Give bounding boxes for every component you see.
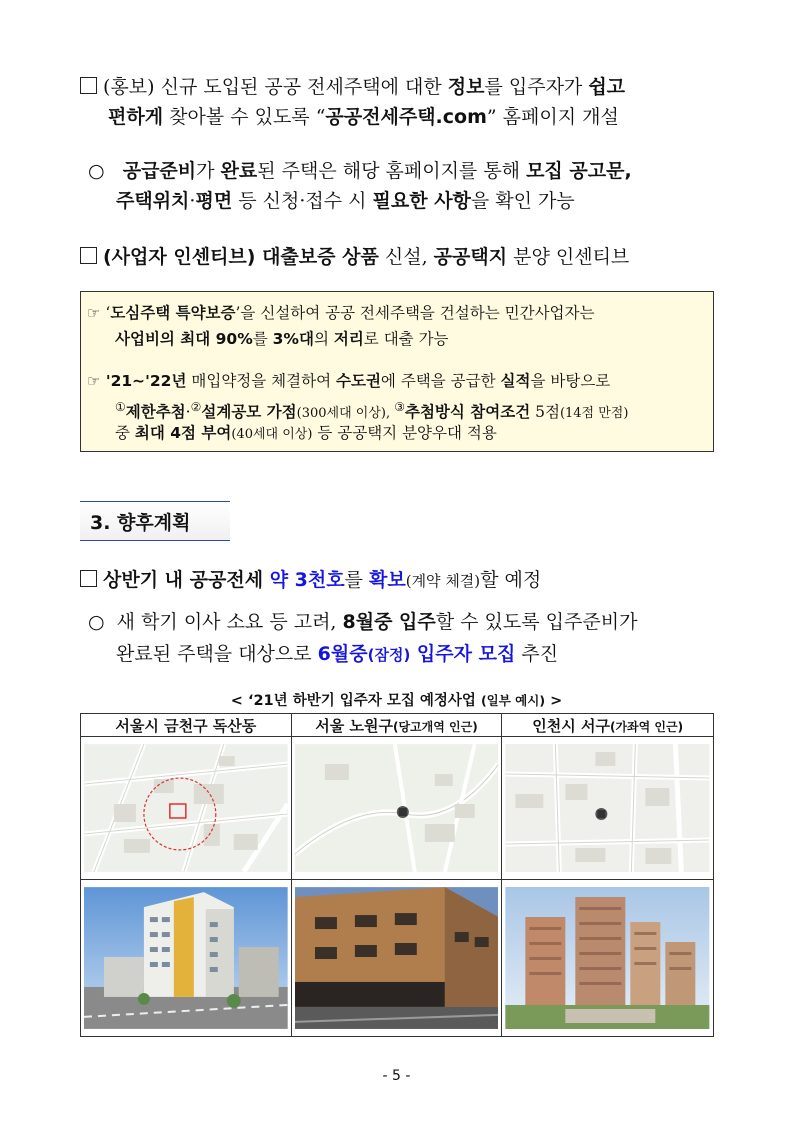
p4-small: (계약 체결): [405, 572, 481, 590]
note2-line3: [115, 422, 497, 446]
note2-text1: 매입약정을 체결하여: [186, 372, 336, 390]
p1-line1: [80, 74, 625, 100]
note1-bold3: 3%대: [272, 330, 314, 348]
p5-line1: [88, 609, 637, 635]
square-bullet-icon: [80, 247, 97, 264]
note2-small3: (40세대 이상): [231, 427, 313, 442]
p2-bold2: 완료: [220, 160, 258, 182]
note2-years: '21∼'22년: [100, 372, 187, 390]
p1-tag: (홍보): [103, 76, 155, 98]
map-image-doksan: [84, 744, 288, 872]
caption-note: (일부 예시): [480, 693, 546, 708]
note2-sup2: ②: [190, 400, 202, 414]
p2-bold1: 공급준비: [122, 160, 197, 182]
p5-line2: [116, 641, 558, 668]
section-header: [80, 501, 230, 541]
map-row: [81, 737, 714, 880]
building-rendering-seogu: [505, 887, 710, 1029]
note2-small2: (14점 만점): [559, 406, 629, 421]
p5-text1: 새 학기 이사 소요 등 고려,: [110, 611, 343, 633]
p4-text1: 를: [344, 569, 369, 591]
photo-cell: [291, 880, 502, 1037]
note-box: [80, 291, 714, 452]
circle-bullet-icon: ○: [88, 160, 105, 182]
table-caption: [0, 689, 793, 710]
note2-bold6: 최대 4점 부여: [134, 424, 232, 442]
p3-bold2: 공공택지: [433, 246, 508, 268]
note2-bold2: 실적: [500, 372, 531, 390]
p4-line: [80, 567, 541, 594]
map-cell: [502, 737, 714, 880]
building-photo-nowon: [295, 887, 499, 1029]
p2-dot: ·: [189, 190, 196, 212]
p2-text1: 가: [196, 160, 221, 182]
caption-main: < ‘21년 하반기 입주자 모집 예정사업: [230, 693, 481, 709]
note1-text1: ’을 신설하여 공공 전세주택을 건설하는 민간사업자는: [235, 304, 595, 322]
note2-bold1: 수도권: [336, 372, 381, 390]
p1-text3: 찾아볼 수 있도록 “: [163, 106, 326, 128]
note2-line2: [115, 396, 628, 425]
p3-text2: 분양 인센티브: [507, 246, 630, 268]
p2-text2: 된 주택은 해당 홈페이지를 통해: [257, 160, 527, 182]
p2-bold3: 모집 공고문,: [526, 160, 632, 182]
header-cell-seogu: [502, 714, 714, 737]
note2-sup3: ③: [394, 400, 405, 414]
map-image-nowon: [295, 744, 499, 872]
building-rendering-doksan: [84, 887, 288, 1029]
p5-blue2: 입주자 모집: [410, 643, 516, 665]
note1-q: ‘: [100, 304, 111, 322]
section-title: 3. 향후계획: [90, 512, 191, 534]
note1-bold1: 도심주택 특약보증: [110, 304, 236, 322]
p1-bold-easy: 쉽고: [588, 76, 626, 98]
p2-bold5: 평면: [195, 190, 233, 212]
photo-row: [81, 880, 714, 1037]
project-table: [80, 713, 714, 1037]
note1-text2: 를: [252, 330, 273, 348]
note2-text3: 을 바탕으로: [530, 372, 611, 390]
p5-text3: 완료된 주택을 대상으로: [116, 643, 318, 665]
p4-bold1: 상반기 내 공공전세: [103, 569, 270, 591]
note2-bold3: 제한추첨: [125, 403, 186, 421]
p5-text4: 추진: [515, 643, 559, 665]
p5-blue1: 6월중: [317, 643, 368, 665]
p5-blue-small: (잠정): [367, 646, 411, 664]
p2-text4: 을 확인 가능: [470, 190, 575, 212]
header-label: 서울 노원구: [315, 716, 393, 735]
p1-bold-convenient: 편하게: [108, 106, 164, 128]
note2-text2: 에 주택을 공급한: [380, 372, 501, 390]
p1-text2: 를 입주자가: [484, 76, 589, 98]
square-bullet-icon: [80, 77, 97, 94]
note2-sup1: ①: [115, 400, 126, 414]
note2-text6: 등 공공택지 분양우대 적용: [312, 424, 497, 442]
note2-text4: 5점: [530, 403, 560, 421]
header-label: 인천시 서구: [532, 716, 610, 735]
p2-bold6: 필요한 사항: [372, 190, 471, 212]
p4-text2: 할 예정: [480, 569, 542, 591]
circle-bullet-icon: ○: [88, 611, 105, 633]
note1-bold2: 사업비의 최대 90%: [115, 330, 253, 348]
header-cell-nowon: [291, 714, 502, 737]
note2-bold5: 추첨방식 참여조건: [404, 403, 531, 421]
p3-bold1: 대출보증 상품: [262, 246, 379, 268]
note2-small1: (300세대 이상),: [296, 406, 395, 421]
pointing-hand-icon: ☞: [87, 372, 101, 390]
note1-line2: [115, 328, 449, 350]
table-header-row: [81, 714, 714, 737]
p2-line1: [88, 158, 632, 184]
note1-text3: 의: [313, 330, 334, 348]
note1-bold4: 저리: [333, 330, 364, 348]
square-bullet-icon: [80, 570, 97, 587]
p4-blue2: 확보: [369, 569, 406, 591]
photo-cell: [502, 880, 714, 1037]
note2-dot: ·: [185, 403, 191, 421]
p2-bold4: 주택위치: [116, 190, 190, 212]
note1-line1: [87, 302, 594, 324]
map-image-seogu: [505, 744, 710, 872]
p5-text2: 할 수 있도록 입주준비가: [435, 611, 638, 633]
note2-bold4: 설계공모 가점: [201, 403, 297, 421]
p3-line: [80, 244, 629, 270]
p4-blue1: 약 3천호: [269, 569, 345, 591]
caption-end: >: [545, 693, 563, 709]
page-number: - 5 -: [382, 1068, 411, 1084]
p3-text1: 신설,: [378, 246, 434, 268]
p1-line2: [108, 104, 619, 130]
note1-text4: 로 대출 가능: [363, 330, 449, 348]
p2-text3: 등 신청·접수 시: [232, 190, 373, 212]
header-label: 서울시 금천구 독산동: [115, 716, 257, 735]
p1-text: 신규 도입된 공공 전세주택에 대한: [154, 76, 448, 98]
p1-website: 공공전세주택.com: [325, 106, 487, 128]
p1-text4: ” 홈페이지 개설: [486, 106, 619, 128]
header-sub: (당고개역 인근): [392, 719, 478, 734]
note2-text5: 중: [115, 424, 135, 442]
p5-bold1: 8월중 입주: [342, 611, 436, 633]
p2-line2: [116, 188, 575, 214]
note2-line1: [87, 370, 610, 392]
map-cell: [291, 737, 502, 880]
photo-cell: [81, 880, 292, 1037]
map-cell: [81, 737, 292, 880]
header-sub: (가좌역 인근): [609, 719, 684, 734]
p1-bold-info: 정보: [447, 76, 485, 98]
header-cell-doksan: [81, 714, 292, 737]
p3-tag: (사업자 인센티브): [103, 246, 263, 268]
pointing-hand-icon: ☞: [87, 304, 101, 322]
